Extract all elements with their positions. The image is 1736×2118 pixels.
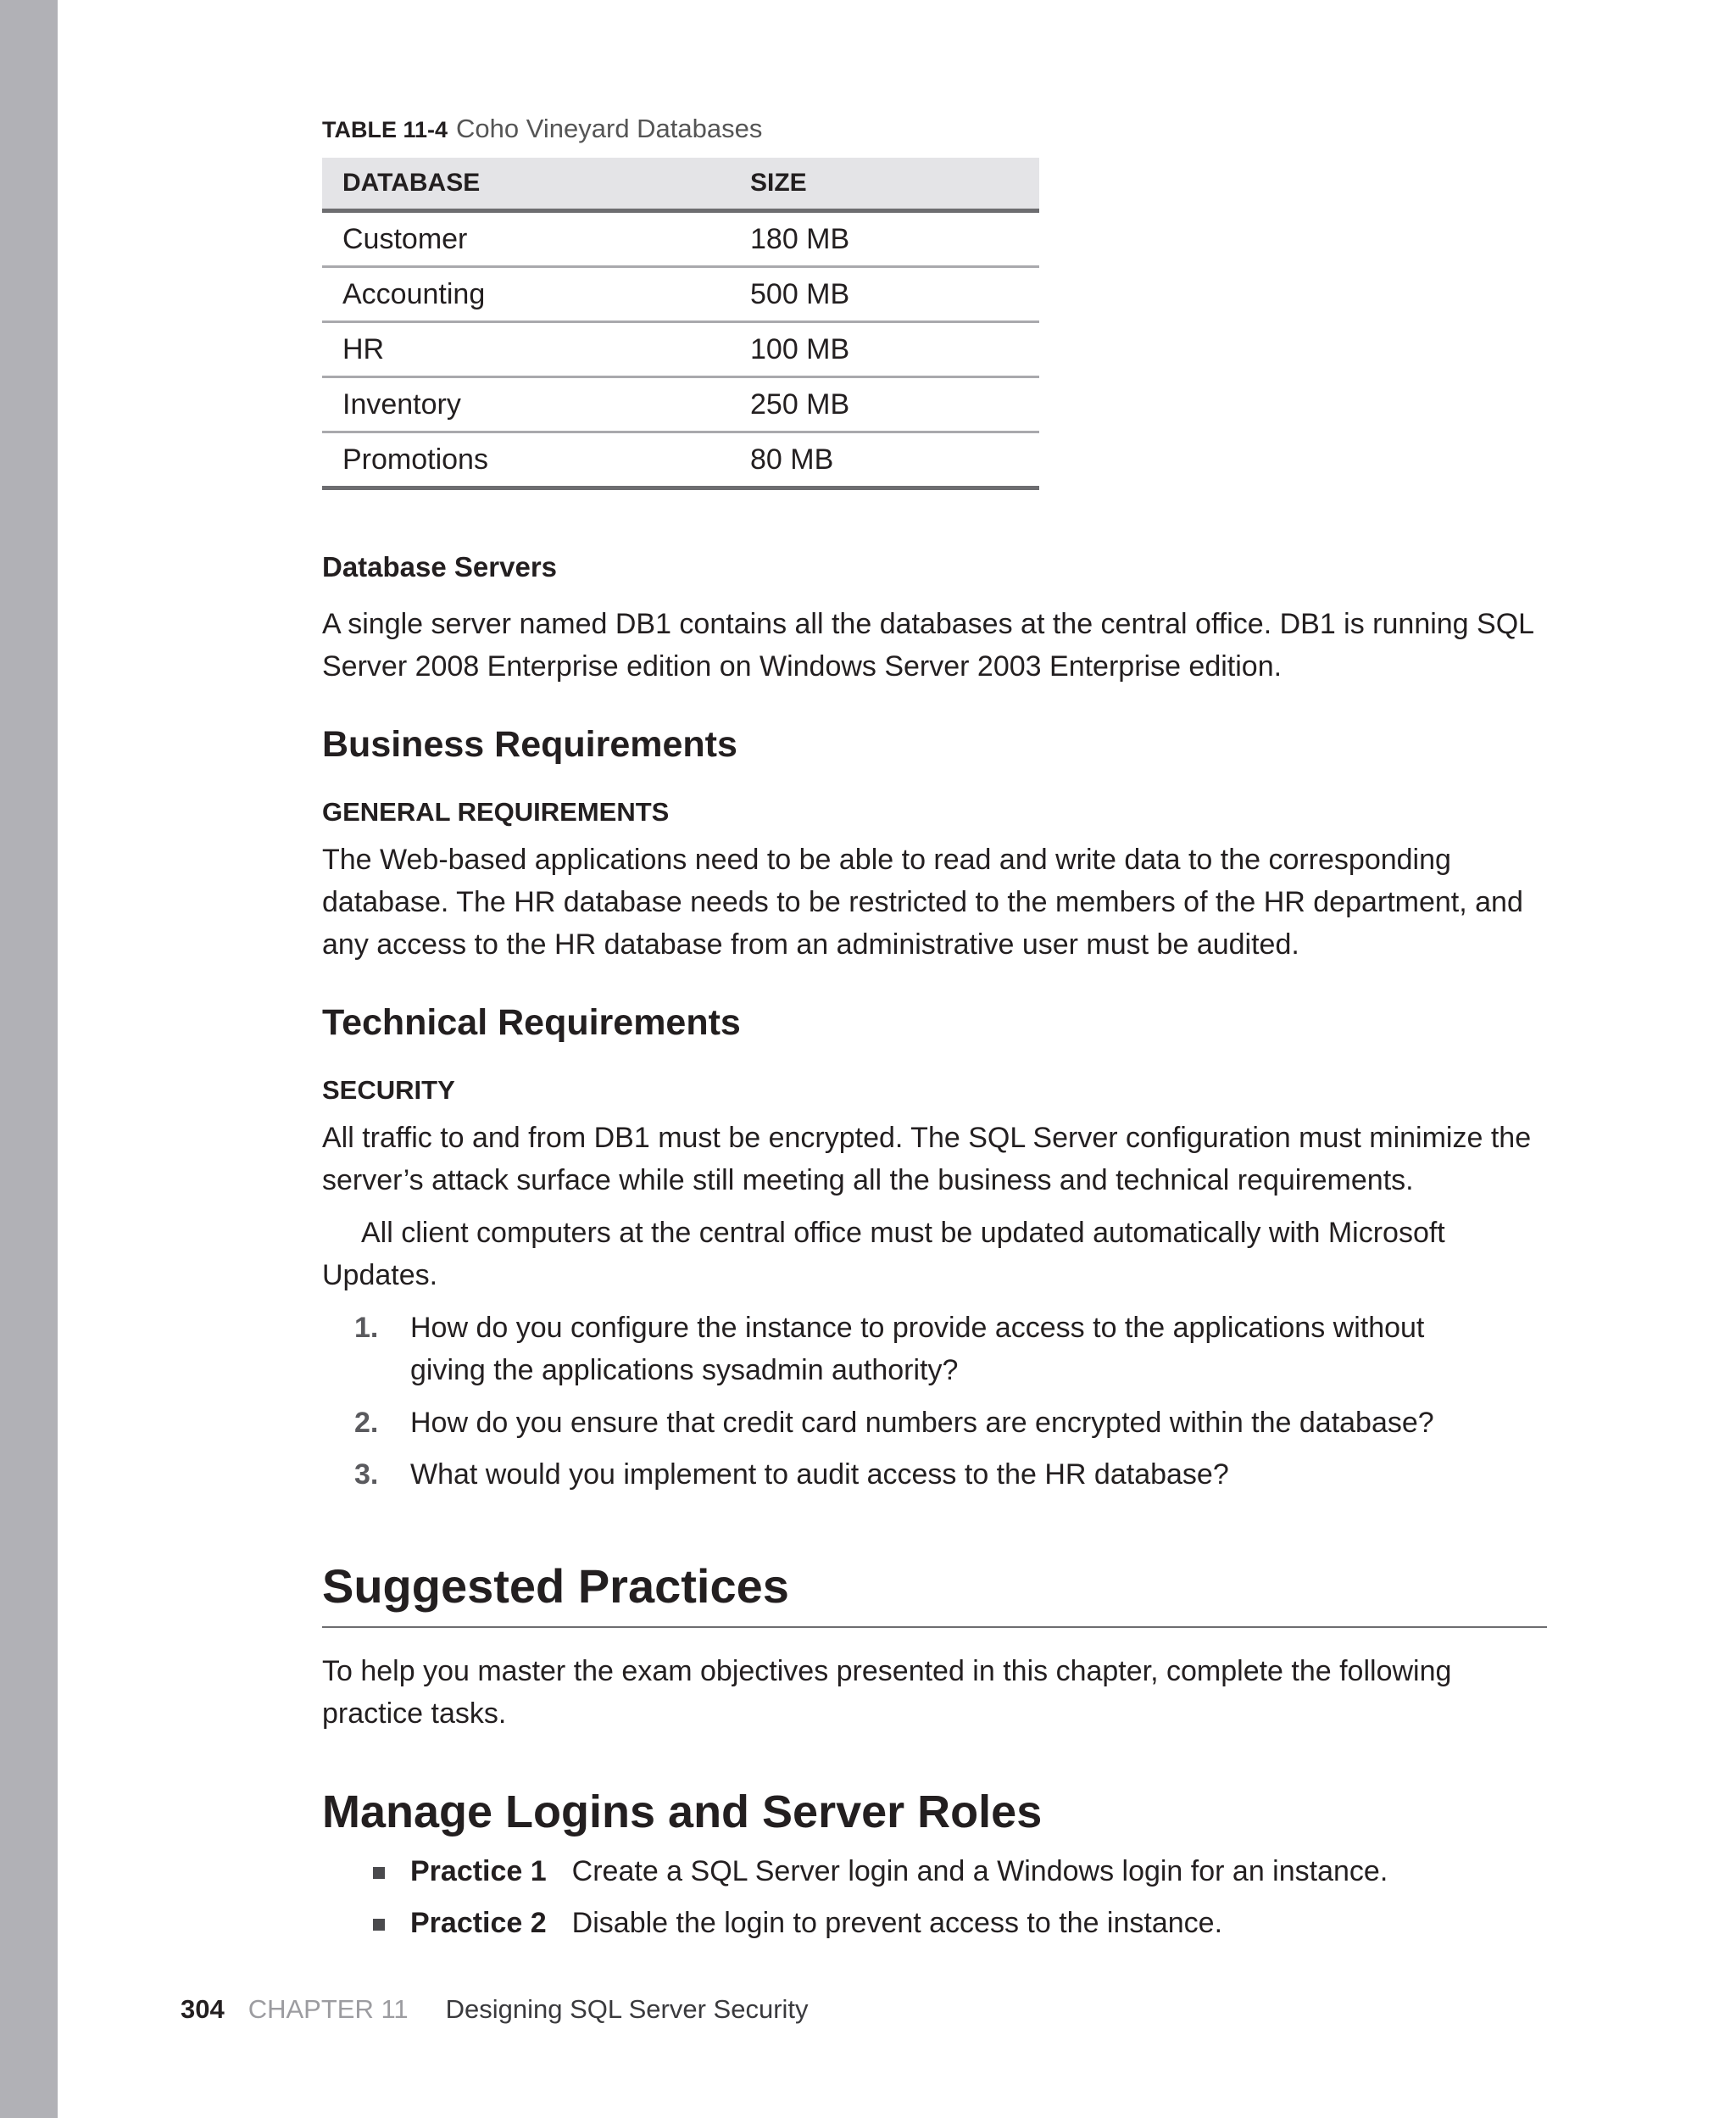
database-servers-heading: Database Servers bbox=[322, 551, 558, 582]
technical-requirements-heading: Technical Requirements bbox=[322, 1002, 741, 1043]
table-row bbox=[322, 211, 1039, 267]
practice-label: Practice 2 bbox=[410, 1907, 547, 1939]
general-requirements-subheading: GENERAL REQUIREMENTS bbox=[322, 797, 670, 827]
suggested-practices-paragraph: To help you master the exam objectives presented in this chapter, complete the following practice tasks. bbox=[322, 1655, 1452, 1730]
table-header-row bbox=[322, 158, 1039, 211]
question-text: How do you ensure that credit card numbers are encrypted within the database? bbox=[410, 1407, 1434, 1439]
database-name-cell: Inventory bbox=[322, 377, 730, 432]
database-size-cell: 500 MB bbox=[730, 267, 1039, 322]
security-subheading: SECURITY bbox=[322, 1075, 455, 1105]
practice-list-item bbox=[373, 1902, 1222, 1944]
question-number: 2. bbox=[354, 1407, 379, 1439]
column-header-database: DATABASE bbox=[322, 158, 730, 211]
practice-label: Practice 1 bbox=[410, 1855, 547, 1887]
updates-paragraph bbox=[322, 1212, 1547, 1296]
database-name-cell: Customer bbox=[322, 211, 730, 267]
question-number: 3. bbox=[354, 1458, 379, 1491]
manage-logins-heading: Manage Logins and Server Roles bbox=[322, 1786, 1043, 1837]
suggested-practices-heading: Suggested Practices bbox=[322, 1557, 1547, 1628]
page-footer bbox=[181, 1994, 809, 2025]
table-row bbox=[322, 377, 1039, 432]
database-size-cell: 250 MB bbox=[730, 377, 1039, 432]
question-text: How do you configure the instance to provide access to the applications without giving the applications sysadmin authority? bbox=[410, 1312, 1425, 1386]
bullet-square-icon bbox=[373, 1919, 385, 1931]
table-row bbox=[322, 432, 1039, 488]
table-caption-label: TABLE 11-4 bbox=[322, 117, 448, 142]
table-caption-title: Coho Vineyard Databases bbox=[456, 114, 763, 143]
database-name-cell: Promotions bbox=[322, 432, 730, 488]
general-requirements-paragraph: The Web-based applications need to be able to read and write data to the corresponding database. The HR database needs to be restricted to the members of the HR department, and any access to the HR database from an administrative user must be audited. bbox=[322, 844, 1523, 961]
database-name-cell: HR bbox=[322, 322, 730, 377]
database-servers-paragraph: A single server named DB1 contains all the databases at the central office. DB1 is running SQL Server 2008 Enterprise edition on Windows Server 2003 Enterprise edition. bbox=[322, 608, 1533, 683]
updates-paragraph-text: All client computers at the central office must be updated automatically with Microsoft Updates. bbox=[322, 1217, 1445, 1291]
databases-table bbox=[322, 158, 1039, 490]
column-header-size: SIZE bbox=[730, 158, 1039, 211]
database-size-cell: 100 MB bbox=[730, 322, 1039, 377]
chapter-label: CHAPTER 11 bbox=[248, 1994, 409, 2024]
chapter-title: Designing SQL Server Security bbox=[445, 1994, 809, 2024]
page-number: 304 bbox=[181, 1994, 225, 2024]
practice-list-item bbox=[373, 1850, 1388, 1892]
business-requirements-heading: Business Requirements bbox=[322, 724, 737, 765]
page-edge-strip bbox=[0, 0, 58, 2118]
database-size-cell: 180 MB bbox=[730, 211, 1039, 267]
practice-text: Create a SQL Server login and a Windows login for an instance. bbox=[571, 1855, 1388, 1887]
question-number: 1. bbox=[354, 1312, 379, 1344]
practice-text: Disable the login to prevent access to the instance. bbox=[571, 1907, 1223, 1939]
security-paragraph: All traffic to and from DB1 must be encrypted. The SQL Server configuration must minimize the server’s attack surface while still meeting all the business and technical requirements. bbox=[322, 1122, 1532, 1196]
table-row bbox=[322, 322, 1039, 377]
table-row bbox=[322, 267, 1039, 322]
database-name-cell: Accounting bbox=[322, 267, 730, 322]
table-caption bbox=[322, 114, 762, 144]
database-size-cell: 80 MB bbox=[730, 432, 1039, 488]
question-text: What would you implement to audit access to the HR database? bbox=[410, 1458, 1229, 1491]
bullet-square-icon bbox=[373, 1867, 385, 1879]
